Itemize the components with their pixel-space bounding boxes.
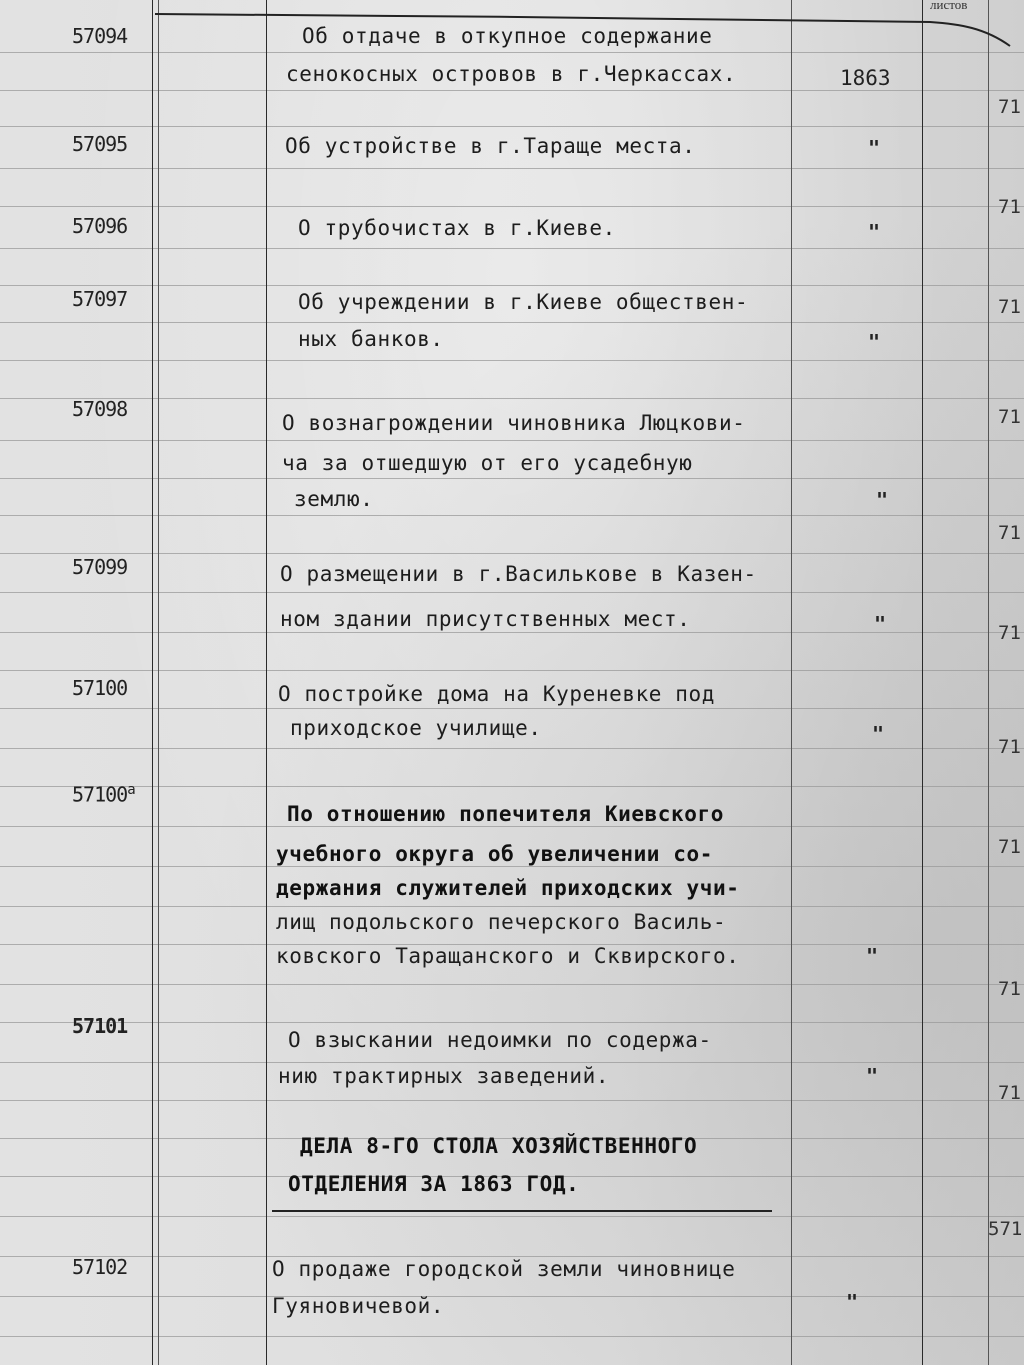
entry-title-line: лищ подольского печерского Василь-	[276, 910, 727, 934]
column-line-number	[152, 0, 153, 1365]
entry-title-line: сенокосных островов в г.Черкассах.	[286, 62, 737, 86]
entry-title-line: О размещении в г.Василькове в Казен-	[280, 562, 757, 586]
entry-title-line: Об устройстве в г.Тараще места.	[285, 134, 696, 158]
section-heading-line: ОТДЕЛЕНИЯ ЗА 1863 ГОД.	[288, 1172, 580, 1196]
edge-fragment: 71	[998, 622, 1021, 644]
entry-title-line: учебного округа об увеличении со-	[276, 842, 714, 866]
ditto-mark: "	[872, 722, 885, 746]
edge-fragment: 71	[998, 196, 1021, 218]
column-line-index	[158, 0, 159, 1365]
edge-fragment: 71	[998, 836, 1021, 858]
entry-number	[72, 782, 135, 807]
ditto-mark: "	[866, 1064, 879, 1088]
column-line-title	[266, 0, 267, 1365]
entry-title-line: Гуяновичевой.	[272, 1294, 445, 1318]
edge-fragment: 71	[998, 1082, 1021, 1104]
edge-fragment: 71	[998, 522, 1021, 544]
ditto-mark: "	[868, 136, 881, 160]
entry-title-line: приходское училище.	[290, 716, 542, 740]
ditto-mark: "	[868, 330, 881, 354]
entry-number: 57096	[72, 214, 128, 238]
ditto-mark: "	[846, 1290, 859, 1314]
entry-title-line: Об учреждении в г.Киеве обществен-	[298, 290, 749, 314]
edge-fragment: 571	[988, 1218, 1023, 1240]
ditto-mark: "	[876, 488, 889, 512]
edge-fragment: 71	[998, 296, 1021, 318]
entry-number: 57100	[72, 676, 128, 700]
entry-title-line: О взыскании недоимки по содержа-	[288, 1028, 712, 1052]
entry-title-line: О вознагрождении чиновника Люцкови-	[282, 411, 746, 435]
entry-title-line: О трубочистах в г.Киеве.	[298, 216, 616, 240]
column-line-dates	[791, 0, 792, 1365]
entry-number: 57099	[72, 555, 128, 579]
edge-fragment: 71	[998, 406, 1021, 428]
entry-number: 57101	[72, 1014, 128, 1038]
entry-number-base: 57100	[72, 782, 128, 807]
entry-title-line: ном здании присутственных мест.	[280, 607, 691, 631]
column-line-sheets	[922, 0, 923, 1365]
entry-number: 57102	[72, 1255, 128, 1279]
entry-title-line: ча за отшедшую от его усадебную	[282, 451, 693, 475]
edge-fragment: 71	[998, 96, 1021, 118]
entry-number-suffix: а	[127, 782, 135, 798]
entry-title-line: держания служителей приходских учи-	[276, 876, 740, 900]
section-heading-line: ДЕЛА 8-ГО СТОЛА ХОЗЯЙСТВЕННОГО	[300, 1134, 698, 1158]
entry-number: 57098	[72, 397, 128, 421]
entry-number: 57097	[72, 287, 128, 311]
ditto-mark: "	[866, 944, 879, 968]
header-sheets-label: листов	[930, 0, 968, 12]
entry-title-line: По отношению попечителя Киевского	[287, 802, 725, 826]
entry-title-line: О продаже городской земли чиновнице	[272, 1257, 736, 1281]
entry-number: 57094	[72, 24, 128, 48]
entry-title-line: Об отдаче в откупное содержание	[302, 24, 713, 48]
edge-fragment: 71	[998, 736, 1021, 758]
ditto-mark: "	[868, 220, 881, 244]
entry-number: 57095	[72, 132, 128, 156]
section-underline	[272, 1210, 772, 1212]
entry-title-line: ных банков.	[298, 327, 444, 351]
entry-title-line: ковского Таращанского и Сквирского.	[276, 944, 740, 968]
edge-fragment: 71	[998, 978, 1021, 1000]
entry-title-line: О постройке дома на Куреневке под	[278, 682, 716, 706]
ditto-mark: "	[874, 612, 887, 636]
entry-title-line: нию трактирных заведений.	[278, 1064, 610, 1088]
entry-title-line: землю.	[294, 487, 374, 511]
entry-year: 1863	[840, 66, 891, 90]
column-line-edge	[988, 0, 989, 1365]
